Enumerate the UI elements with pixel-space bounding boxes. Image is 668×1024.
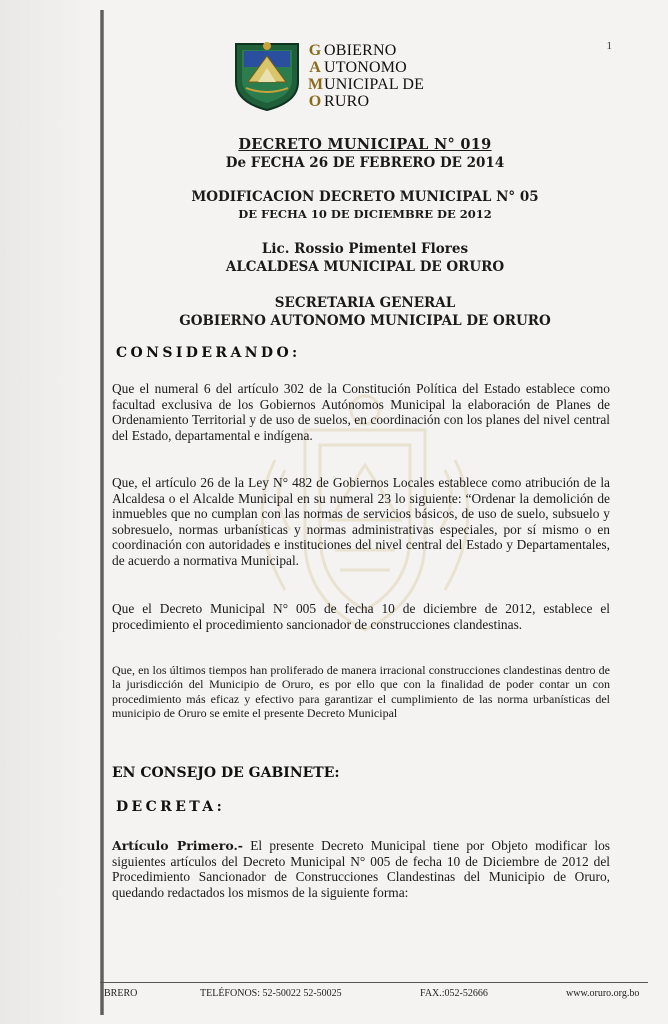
crest-icon (232, 38, 302, 112)
initial-m: M (308, 76, 324, 93)
footer-phones: TELÉFONOS: 52-50022 52-50025 (200, 988, 342, 999)
org-name-line-1: OBIERNO (324, 42, 397, 59)
considerando-paragraph-4: Que, en los últimos tiempos han proliferado de manera irracional construcciones clandestinas dentro de la jurisdicción del Municipio de Oruro, es por ello que con la finalidad de poder contar un con procedimiento más eficaz y efectivo para garantizar el cumplimiento de las norma urbanísticas del municipio de Oruro se emite el presente Decreto Municipal (112, 663, 610, 721)
modification-title: MODIFICACION DECRETO MUNICIPAL N° 05 (191, 189, 539, 205)
page-edge-shadow (0, 0, 95, 1024)
org-name-line-4: RURO (324, 93, 370, 110)
initial-o: O (308, 93, 322, 110)
footer-website: www.oruro.org.bo (566, 988, 640, 999)
considerando-paragraph-1: Que el numeral 6 del artículo 302 de la Constitución Política del Estado establece como facultad exclusiva de los Gobiernos Autónomos Municipal la elaboración de Planes de Ordenamiento Territorial y de uso de suelos, en coordinación con los planes del nivel central del Estado, departamental e indígena. (112, 381, 610, 443)
footer-fax: FAX.:052-52666 (420, 988, 488, 999)
page-number: 1 (606, 40, 612, 52)
modification-date: DE FECHA 10 DE DICIEMBRE DE 2012 (238, 207, 492, 221)
considerando-paragraph-2: Que, el artículo 26 de la Ley N° 482 de Gobiernos Locales establece como atribución de la Alcaldesa o el Alcalde Municipal en su numeral 23 lo siguiente: “Ordenar la demolición de inmuebles que no cumplan con las normas de servicios básicos, de uso de suelo, subsuelo y sobresuelo, normas urbanísticas y normas administrativas especiales, por sí mismo o en coordinación con autoridades e instituciones del nivel central del Estado y Departamentales, de acuerdo a normativa Municipal. (112, 475, 610, 568)
initial-g: G (308, 42, 322, 59)
organization-name (324, 42, 464, 110)
municipal-logo (232, 38, 454, 114)
signer-name: Lic. Rossio Pimentel Flores (261, 241, 469, 257)
considerando-paragraph-3: Que el Decreto Municipal N° 005 de fecha 10 de diciembre de 2012, establece el procedimiento el procedimiento sancionador de construcciones clandestinas. (112, 601, 610, 632)
decreta-heading: DECRETA: (116, 799, 226, 815)
government-title: GOBIERNO AUTONOMO MUNICIPAL DE ORURO (179, 313, 551, 329)
articulo-label: Artículo Primero.- (112, 838, 243, 853)
consejo-heading: EN CONSEJO DE GABINETE: (112, 765, 340, 781)
articulo-primero (112, 838, 610, 900)
decree-title-block (130, 136, 600, 330)
considerando-heading: CONSIDERANDO: (116, 345, 301, 361)
binding-margin-line (100, 10, 104, 1015)
initial-a: A (309, 59, 321, 76)
articulo-text: El presente Decreto Municipal tiene por Objeto modificar los siguientes artículos del Decreto Municipal N° 005 de fecha 10 de Diciembre de 2012 del Procedimiento Sancionador de Construcciones Clandestinas del Municipio de Oruro, quedando redactados los mismos de la siguiente forma: (112, 838, 610, 900)
gamo-initials (308, 42, 322, 110)
footer-address-fragment: BRERO (104, 988, 138, 999)
footer-divider (100, 982, 648, 983)
org-name-line-3: UNICIPAL DE (324, 76, 425, 93)
decree-number: DECRETO MUNICIPAL N° 019 (238, 136, 492, 153)
secretary-title: SECRETARIA GENERAL (274, 295, 456, 311)
org-name-line-2: UTONOMO (324, 59, 407, 76)
signer-role: ALCALDESA MUNICIPAL DE ORURO (225, 259, 505, 275)
decree-date: De FECHA 26 DE FEBRERO DE 2014 (225, 155, 505, 171)
